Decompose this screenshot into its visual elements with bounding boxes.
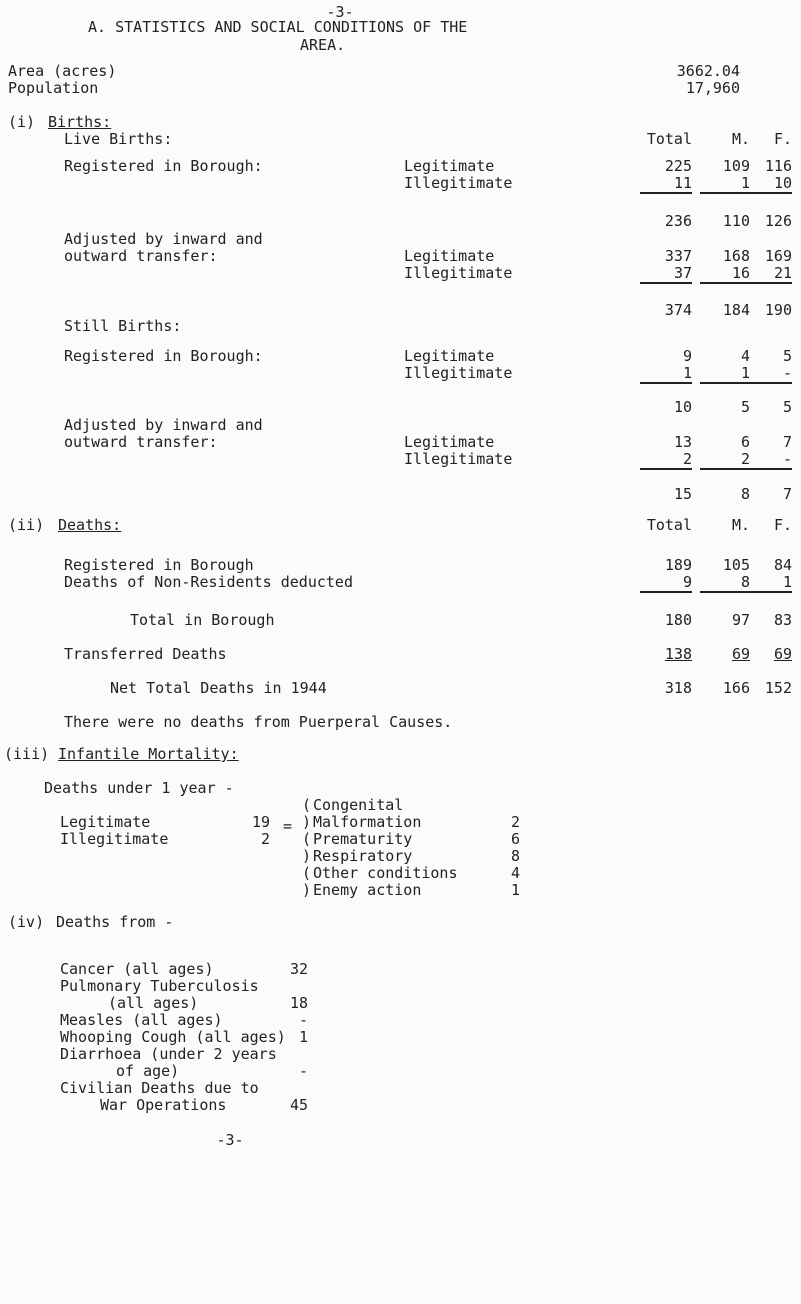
value-cell: 318 xyxy=(664,679,692,697)
page-number-bottom: -3- xyxy=(216,1131,244,1149)
legitimate-label: Legitimate xyxy=(404,433,495,451)
cause-count: 2 xyxy=(510,813,520,831)
cause-count: - xyxy=(298,1062,308,1080)
deaths-row-label: Net Total Deaths in 1944 xyxy=(110,679,327,697)
value-cell: 169 xyxy=(764,247,792,265)
value-cell: 168 xyxy=(722,247,750,265)
subtotal-cell: 126 xyxy=(764,212,792,230)
deaths-col-f: F. xyxy=(773,516,792,534)
cause-label: Other conditions xyxy=(313,864,458,882)
value-cell: 69 xyxy=(731,645,750,663)
deaths-col-total: Total xyxy=(646,516,692,534)
value-cell: 13 xyxy=(673,433,692,451)
subtotal-cell: 5 xyxy=(740,398,750,416)
value-cell: 37 xyxy=(640,265,692,284)
adjusted-label: Adjusted by inward and xyxy=(64,230,263,248)
deaths-from-heading: Deaths from - xyxy=(56,913,174,931)
value-cell: 189 xyxy=(664,556,692,574)
births-col-f: F. xyxy=(773,130,792,148)
illegitimate-label: Illegitimate xyxy=(404,364,513,382)
subtotal-cell: 184 xyxy=(722,301,750,319)
infant-legitimate-label: Legitimate xyxy=(60,813,151,831)
value-cell: 166 xyxy=(722,679,750,697)
population-value: 17,960 xyxy=(685,79,740,97)
infant-illegitimate-count: 2 xyxy=(260,830,270,848)
value-cell: 152 xyxy=(764,679,792,697)
cause-label: Measles (all ages) xyxy=(60,1011,223,1029)
cause-label-line2: (all ages) xyxy=(108,994,199,1012)
cause-label: Malformation xyxy=(313,813,422,831)
cause-label: Pulmonary Tuberculosis xyxy=(60,977,259,995)
cause-label-line2: War Operations xyxy=(100,1096,227,1114)
deaths-heading: Deaths: xyxy=(58,516,122,534)
cause-label: Diarrhoea (under 2 years xyxy=(60,1045,277,1063)
cause-label: Civilian Deaths due to xyxy=(60,1079,259,1097)
cause-count: 45 xyxy=(289,1096,308,1114)
value-cell: - xyxy=(748,451,792,470)
value-cell: 6 xyxy=(740,433,750,451)
subtotal-cell: 10 xyxy=(673,398,692,416)
value-cell: 83 xyxy=(773,611,792,629)
cause-count: 1 xyxy=(298,1028,308,1046)
subtotal-cell: 110 xyxy=(722,212,750,230)
bracket-mark: ) xyxy=(302,847,312,865)
value-cell: 1 xyxy=(748,574,792,593)
value-cell: 21 xyxy=(748,265,792,284)
infant-heading: Infantile Mortality: xyxy=(58,745,239,763)
value-cell: 11 xyxy=(640,175,692,194)
cause-label: Prematurity xyxy=(313,830,413,848)
value-cell: 1 xyxy=(640,365,692,384)
subtotal-cell: 190 xyxy=(764,301,792,319)
infant-legitimate-count: 19 xyxy=(251,813,270,831)
value-cell: 84 xyxy=(773,556,792,574)
subtotal-cell: 374 xyxy=(664,301,692,319)
deaths-row-label: Total in Borough xyxy=(130,611,275,629)
cause-label-line2: of age) xyxy=(116,1062,180,1080)
value-cell: 225 xyxy=(664,157,692,175)
cause-count: 18 xyxy=(289,994,308,1012)
value-cell: 2 xyxy=(700,451,750,470)
cause-label: Respiratory xyxy=(313,847,413,865)
cause-count: 32 xyxy=(289,960,308,978)
subtotal-cell: 5 xyxy=(782,398,792,416)
adjusted-label-line2: outward transfer: xyxy=(64,247,218,265)
value-cell: 5 xyxy=(782,347,792,365)
bracket-mark: ( xyxy=(302,864,312,882)
bracket-mark: ) xyxy=(302,813,312,831)
deaths-from-section-number: (iv) xyxy=(8,913,45,931)
page-number-top: -3- xyxy=(326,3,354,21)
puerperal-note: There were no deaths from Puerperal Causes. xyxy=(64,713,453,731)
area-value: 3662.04 xyxy=(676,62,740,80)
value-cell: 16 xyxy=(700,265,750,284)
value-cell: 1 xyxy=(700,365,750,384)
equals-sign: = xyxy=(283,817,293,835)
cause-count: - xyxy=(298,1011,308,1029)
registered-in-borough-label: Registered in Borough: xyxy=(64,347,263,365)
cause-label: Whooping Cough (all ages) xyxy=(60,1028,286,1046)
value-cell: 116 xyxy=(764,157,792,175)
adjusted-label-line2: outward transfer: xyxy=(64,433,218,451)
legitimate-label: Legitimate xyxy=(404,347,495,365)
legitimate-label: Legitimate xyxy=(404,157,495,175)
value-cell: 7 xyxy=(782,433,792,451)
value-cell: 2 xyxy=(640,451,692,470)
value-cell: 8 xyxy=(700,574,750,593)
deaths-row-label: Registered in Borough xyxy=(64,556,254,574)
value-cell: 138 xyxy=(664,645,692,663)
cause-count: 6 xyxy=(510,830,520,848)
births-col-m: M. xyxy=(731,130,750,148)
illegitimate-label: Illegitimate xyxy=(404,174,513,192)
value-cell: 1 xyxy=(700,175,750,194)
deaths-row-label: Deaths of Non-Residents deducted xyxy=(64,573,353,591)
infant-illegitimate-label: Illegitimate xyxy=(60,830,169,848)
legitimate-label: Legitimate xyxy=(404,247,495,265)
cause-label: Cancer (all ages) xyxy=(60,960,214,978)
value-cell: 69 xyxy=(773,645,792,663)
deaths-col-m: M. xyxy=(731,516,750,534)
subtotal-cell: 7 xyxy=(782,485,792,503)
bracket-mark: ) xyxy=(302,881,312,899)
infant-section-number: (iii) xyxy=(4,745,50,763)
population-label: Population xyxy=(8,79,99,97)
deaths-section-number: (ii) xyxy=(8,516,45,534)
cause-count: 1 xyxy=(510,881,520,899)
illegitimate-label: Illegitimate xyxy=(404,450,513,468)
area-label: Area (acres) xyxy=(8,62,117,80)
subtotal-cell: 8 xyxy=(740,485,750,503)
still-births-label: Still Births: xyxy=(64,317,182,335)
cause-count: 4 xyxy=(510,864,520,882)
registered-in-borough-label: Registered in Borough: xyxy=(64,157,263,175)
adjusted-label: Adjusted by inward and xyxy=(64,416,263,434)
subtotal-cell: 236 xyxy=(664,212,692,230)
deaths-row-label: Transferred Deaths xyxy=(64,645,227,663)
bracket-mark: ( xyxy=(302,796,312,814)
cause-label: Congenital xyxy=(313,796,404,814)
value-cell: 180 xyxy=(664,611,692,629)
page-title: A. STATISTICS AND SOCIAL CONDITIONS OF THE xyxy=(88,18,468,36)
subtotal-cell: 15 xyxy=(673,485,692,503)
value-cell: 4 xyxy=(740,347,750,365)
value-cell: - xyxy=(748,365,792,384)
live-births-label: Live Births: xyxy=(64,130,173,148)
value-cell: 337 xyxy=(664,247,692,265)
value-cell: 97 xyxy=(731,611,750,629)
value-cell: 109 xyxy=(722,157,750,175)
births-section-number: (i) xyxy=(8,113,36,131)
infant-intro: Deaths under 1 year - xyxy=(44,779,234,797)
illegitimate-label: Illegitimate xyxy=(404,264,513,282)
page-title-line2: AREA. xyxy=(300,36,346,54)
cause-label: Enemy action xyxy=(313,881,422,899)
cause-count: 8 xyxy=(510,847,520,865)
bracket-mark: ( xyxy=(302,830,312,848)
value-cell: 10 xyxy=(748,175,792,194)
births-col-total: Total xyxy=(646,130,692,148)
value-cell: 9 xyxy=(682,347,692,365)
births-heading: Births: xyxy=(48,113,112,131)
value-cell: 105 xyxy=(722,556,750,574)
value-cell: 9 xyxy=(640,574,692,593)
